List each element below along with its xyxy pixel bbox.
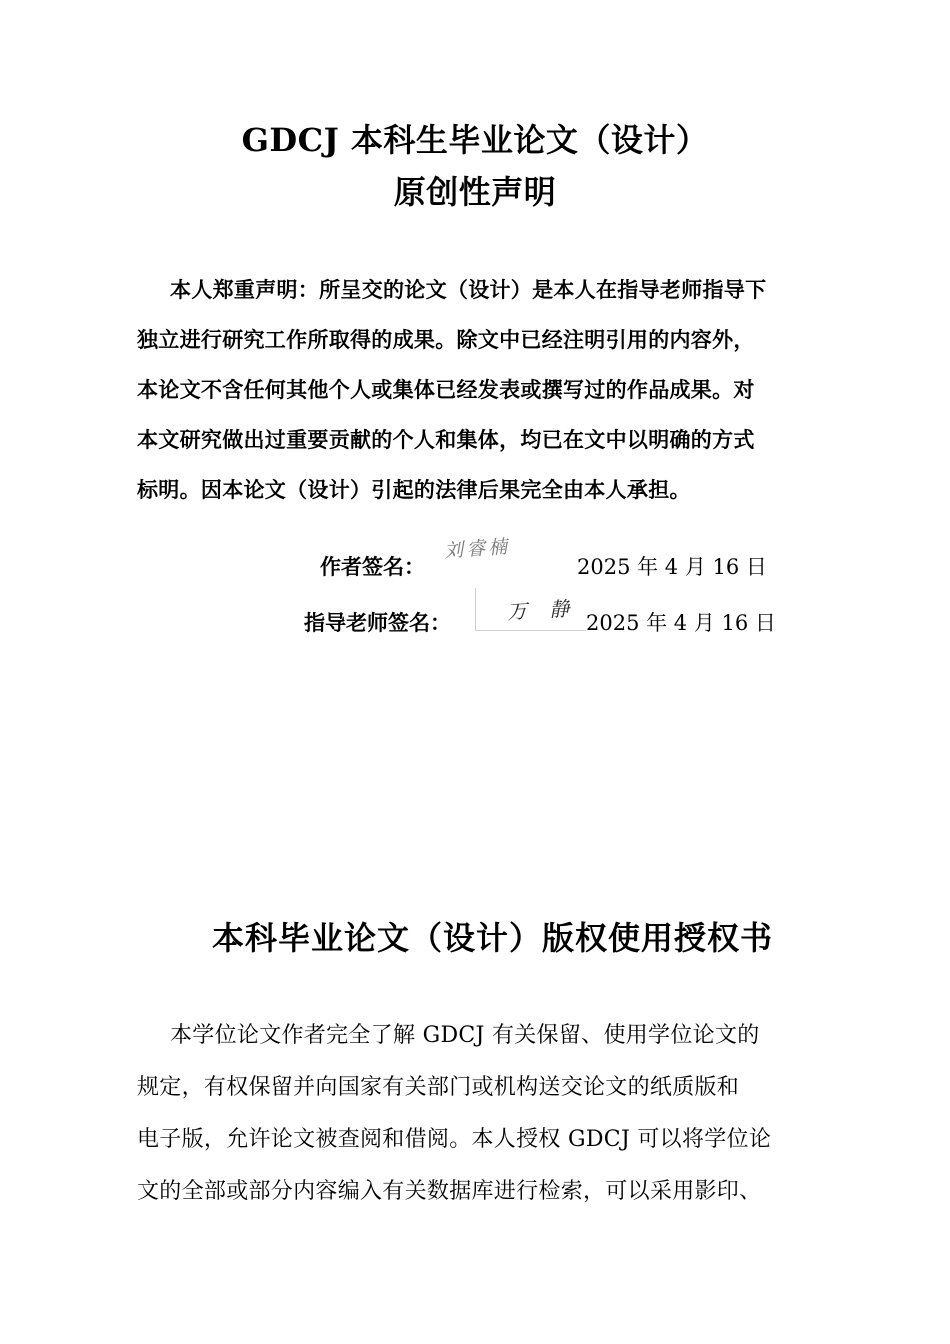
declaration-paragraph	[137, 265, 857, 515]
advisor-signature-date: 2025 年 4 月 16 日	[586, 611, 776, 635]
author-handwritten-signature: 刘睿楠	[443, 535, 511, 563]
author-signature-label: 作者签名：	[320, 554, 425, 579]
author-signature-row	[320, 552, 767, 582]
paragraph-line: 文的全部或部分内容编入有关数据库进行检索，可以采用影印、	[137, 1179, 762, 1204]
paragraph-line: 独立进行研究工作所取得的成果。除文中已经注明引用的内容外，	[137, 327, 755, 352]
paragraph-line: 本学位论文作者完全了解 GDCJ 有关保留、使用学位论文的	[170, 1023, 760, 1048]
paragraph-line: 电子版，允许论文被查阅和借阅。本人授权 GDCJ 可以将学位论	[137, 1127, 772, 1152]
paragraph-line: 标明。因本论文（设计）引起的法律后果完全由本人承担。	[137, 477, 691, 502]
paragraph-line: 规定，有权保留并向国家有关部门或机构送交论文的纸质版和	[137, 1075, 740, 1100]
declaration-subtitle: 原创性声明	[393, 173, 557, 211]
paragraph-line: 本人郑重声明：所呈交的论文（设计）是本人在指导老师指导下	[170, 277, 767, 302]
advisor-handwritten-signature: 万 静	[506, 596, 579, 624]
declaration-title: GDCJ 本科生毕业论文（设计）	[241, 121, 709, 159]
authorization-title: 本科毕业论文（设计）版权使用授权书	[211, 919, 773, 957]
paragraph-line: 本文研究做出过重要贡献的个人和集体，均已在文中以明确的方式	[137, 427, 755, 452]
authorization-paragraph	[137, 1010, 877, 1218]
advisor-signature-label: 指导老师签名：	[304, 610, 451, 635]
paragraph-line: 本论文不含任何其他个人或集体已经发表或撰写过的作品成果。对	[137, 377, 755, 402]
author-signature-date: 2025 年 4 月 16 日	[577, 555, 767, 579]
